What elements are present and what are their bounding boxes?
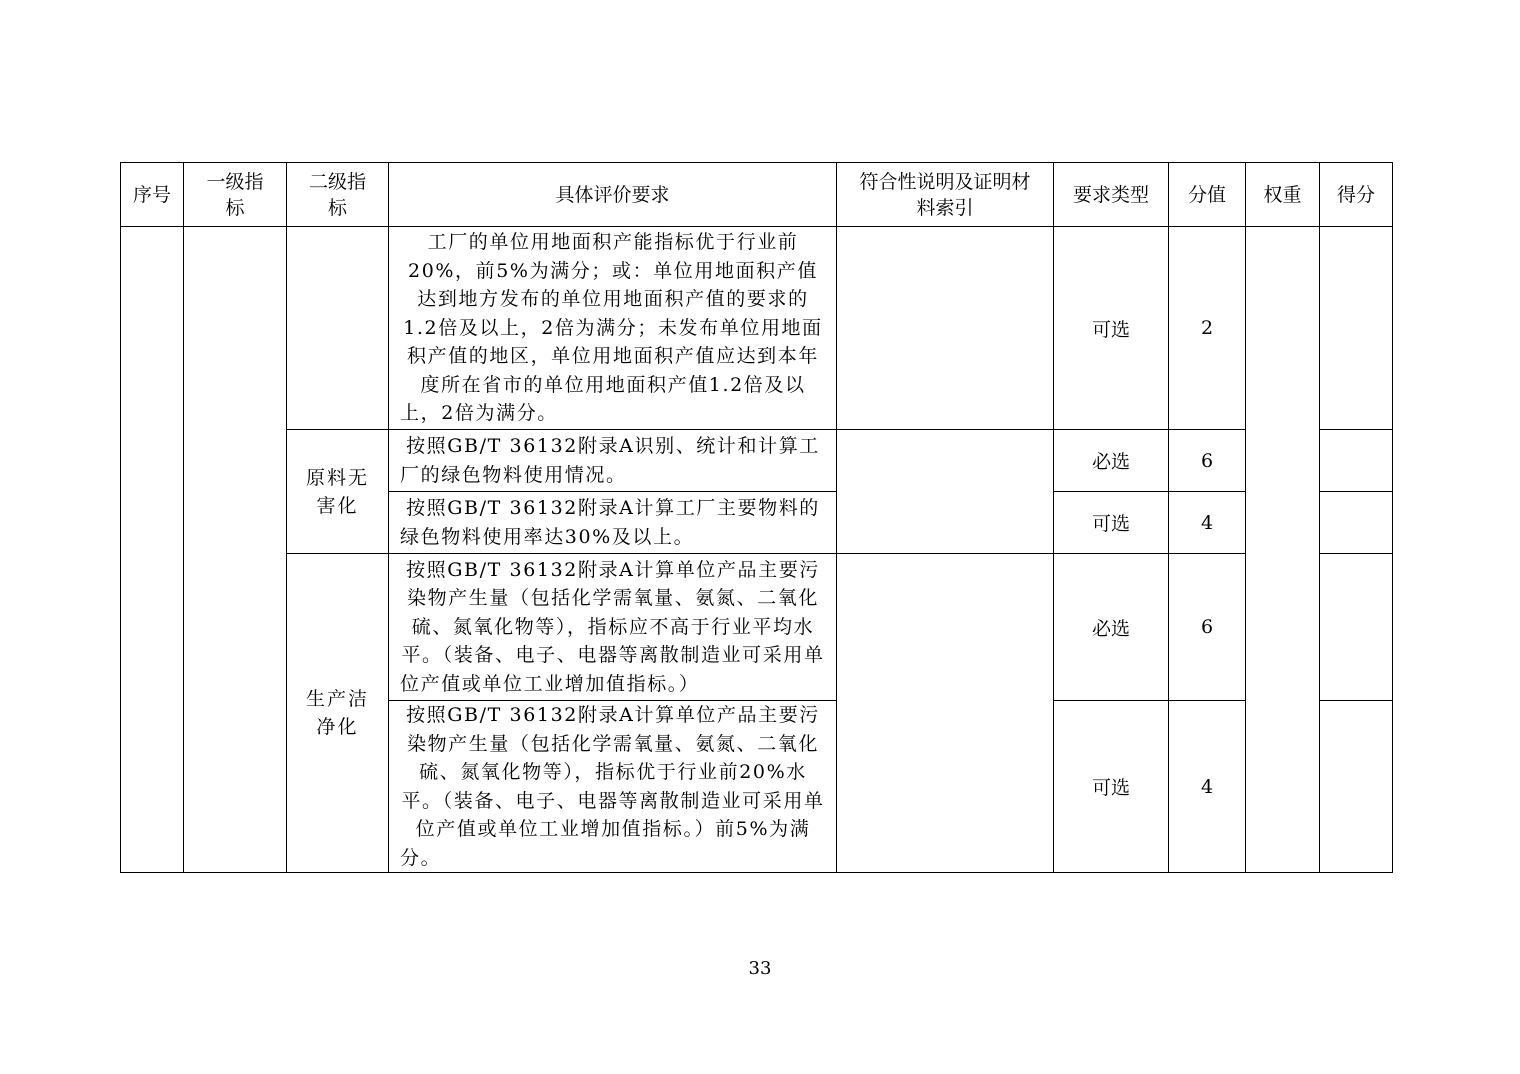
cell-no	[121, 227, 184, 873]
type-cell: 可选	[1054, 492, 1169, 554]
header-weight: 权重	[1246, 163, 1320, 227]
header-evidence-line2: 料索引	[916, 196, 974, 219]
requirement-cell: 按照GB/T 36132附录A识别、统计和计算工厂的绿色物料使用情况。	[389, 430, 837, 492]
header-level2-line1: 二级指	[308, 170, 366, 193]
level2-clean-line1: 生产洁	[305, 688, 369, 710]
header-evidence-line1: 符合性说明及证明材	[859, 170, 1031, 193]
score-cell: 4	[1169, 701, 1246, 873]
header-evidence	[837, 163, 1054, 227]
result-cell[interactable]	[1320, 554, 1393, 701]
score-cell: 6	[1169, 554, 1246, 701]
evaluation-table	[120, 162, 1393, 873]
score-cell: 6	[1169, 430, 1246, 492]
level2-clean-production	[287, 554, 389, 873]
level2-raw-line2: 害化	[316, 494, 359, 517]
header-result: 得分	[1320, 163, 1393, 227]
header-no: 序号	[121, 163, 184, 227]
score-cell: 2	[1169, 227, 1246, 430]
table-header-row	[121, 163, 1393, 227]
table-row	[121, 227, 1393, 430]
requirement-cell: 按照GB/T 36132附录A计算单位产品主要污染物产生量（包括化学需氧量、氨氮、二氧化硫、氮氧化物等），指标优于行业前20%水平。（装备、电子、电器等离散制造业可采用单位产值或单位工业增加值指标。）前5%为满分。	[389, 701, 837, 873]
result-cell[interactable]	[1320, 430, 1393, 492]
type-cell: 可选	[1054, 701, 1169, 873]
header-type: 要求类型	[1054, 163, 1169, 227]
requirement-cell: 工厂的单位用地面积产能指标优于行业前20%，前5%为满分；或：单位用地面积产值达到地方发布的单位用地面积产值的要求的1.2倍及以上，2倍为满分；未发布单位用地面积产值的地区，单位用地面积产值应达到本年度所在省市的单位用地面积产值1.2倍及以上，2倍为满分。	[389, 227, 837, 430]
evidence-cell[interactable]	[837, 430, 1054, 554]
header-level1-line1: 一级指	[206, 170, 264, 193]
evidence-cell[interactable]	[837, 554, 1054, 873]
header-level2	[287, 163, 389, 227]
weight-cell[interactable]	[1246, 227, 1320, 873]
requirement-cell: 按照GB/T 36132附录A计算单位产品主要污染物产生量（包括化学需氧量、氨氮、二氧化硫、氮氧化物等），指标应不高于行业平均水平。（装备、电子、电器等离散制造业可采用单位产值或单位工业增加值指标。）	[389, 554, 837, 701]
cell-level1	[184, 227, 287, 873]
result-cell[interactable]	[1320, 227, 1393, 430]
level2-raw-material	[287, 430, 389, 554]
table-row	[121, 554, 1393, 701]
header-level1	[184, 163, 287, 227]
type-cell: 必选	[1054, 554, 1169, 701]
header-requirement: 具体评价要求	[389, 163, 837, 227]
level2-clean-line2: 净化	[316, 716, 359, 738]
type-cell: 必选	[1054, 430, 1169, 492]
level2-raw-line1: 原料无	[305, 466, 369, 489]
page-number: 33	[748, 958, 772, 979]
table-row	[121, 430, 1393, 492]
header-level2-line2: 标	[327, 196, 347, 219]
header-level1-line2: 标	[225, 196, 245, 219]
result-cell[interactable]	[1320, 701, 1393, 873]
score-cell: 4	[1169, 492, 1246, 554]
cell-level2	[287, 227, 389, 430]
requirement-cell: 按照GB/T 36132附录A计算工厂主要物料的绿色物料使用率达30%及以上。	[389, 492, 837, 554]
type-cell: 可选	[1054, 227, 1169, 430]
result-cell[interactable]	[1320, 492, 1393, 554]
header-score: 分值	[1169, 163, 1246, 227]
evidence-cell[interactable]	[837, 227, 1054, 430]
